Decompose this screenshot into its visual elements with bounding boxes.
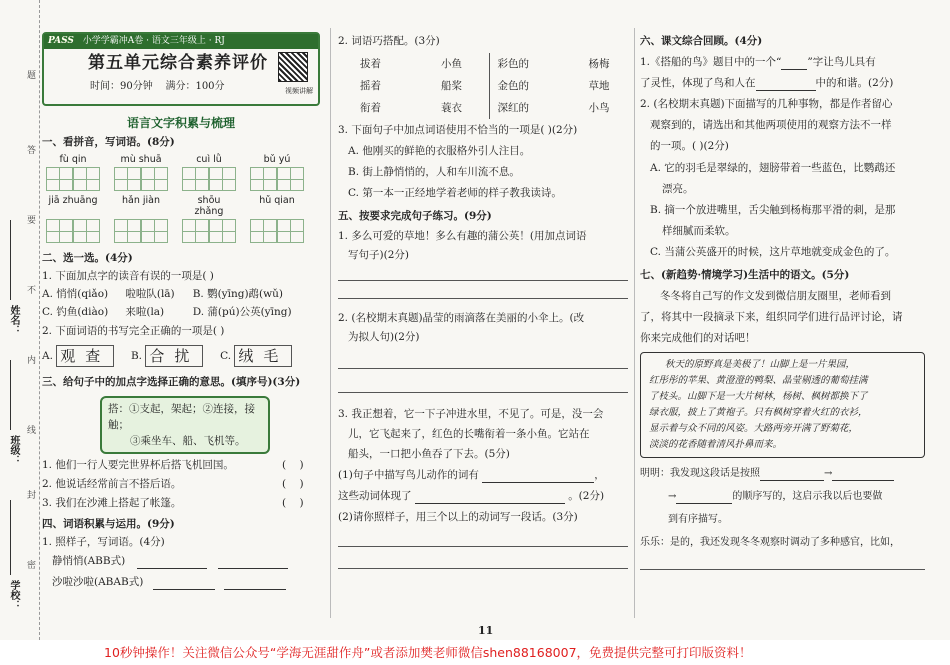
option-c[interactable]: C. 钓鱼(diào) xyxy=(42,306,109,318)
match-item[interactable]: 杨梅 xyxy=(588,58,610,70)
option-row xyxy=(42,305,320,320)
qr-code-icon[interactable] xyxy=(278,52,308,82)
pinyin: hǎn jiàn xyxy=(121,195,160,206)
answer-blank[interactable] xyxy=(137,558,207,569)
dialogue-mingming-cont xyxy=(640,489,925,504)
item-text: 3. 我们在沙滩上搭起了帐篷。 xyxy=(42,497,182,509)
name-label: 姓名： xyxy=(8,305,19,335)
option-c[interactable]: C. 当蒲公英盛开的时候，这片草地就变成金色的了。 xyxy=(650,246,896,258)
writing-box[interactable] xyxy=(182,167,236,191)
pinyin: shōu zhǎng xyxy=(194,195,224,217)
definition-line: ③乘坐车、船、飞机等。 xyxy=(130,435,246,447)
answer-line[interactable] xyxy=(338,555,628,569)
word-option-label: A. xyxy=(42,350,53,362)
answer-line[interactable] xyxy=(338,267,628,281)
cut-word: 题 xyxy=(25,70,35,79)
question-5-1: 1. 多么可爱的草地！多么有趣的蒲公英！(用加点词语 xyxy=(338,230,587,242)
cut-word: 不 xyxy=(25,285,35,294)
exam-header xyxy=(42,32,320,106)
passage-line: 显示着与众不同的风姿。大路两旁开满了野菊花， xyxy=(649,423,859,434)
option-d[interactable]: D. 蒲(pú)公英(yīng) xyxy=(192,306,292,318)
definition-box xyxy=(100,396,270,454)
answer-line[interactable] xyxy=(338,533,628,547)
answer-blank[interactable] xyxy=(676,493,732,504)
qr-label: 视频讲解 xyxy=(285,87,313,95)
writing-box[interactable] xyxy=(182,219,236,243)
question-2-1: 1. 下面加点字的读音有误的一项是( ) xyxy=(42,270,214,282)
question-5-title: 五、按要求完成句子练习。(9分) xyxy=(338,210,492,222)
dialogue-text: 的顺序写的，这启示我以后也要做 xyxy=(732,491,883,502)
points-label: 。(2分) xyxy=(568,490,605,502)
writing-box[interactable] xyxy=(114,219,168,243)
question-6-2: 2. (名校期末真题)下面描写的几种事物，都是作者留心 xyxy=(640,98,893,110)
match-divider xyxy=(489,53,490,119)
match-item[interactable]: 蓑衣 xyxy=(441,102,463,114)
question-5-3-1: (1)句子中描写鸟儿动作的词有 ， xyxy=(338,469,605,481)
question-1-title: 一、看拼音，写词语。(8分) xyxy=(42,136,175,148)
passage-line: 淡淡的花香随着清风扑鼻而来。 xyxy=(649,439,783,450)
pinyin: mù shuā xyxy=(120,154,162,165)
writing-box[interactable] xyxy=(46,167,100,191)
cut-word: 内 xyxy=(25,355,35,364)
brand-logo: PASS xyxy=(48,36,74,46)
question-6-title: 六、课文综合回顾。(4分) xyxy=(640,35,763,47)
name-underline[interactable] xyxy=(10,220,11,300)
passage-line: 绿衣服，披上了黄袍子。只有枫树穿着火红的衣衫， xyxy=(649,407,868,418)
column-divider xyxy=(330,28,331,618)
arrow-icon: → xyxy=(668,491,677,502)
q-text: 中的和谐。(2分) xyxy=(815,77,894,89)
option-text: 来啦(la) xyxy=(125,306,165,318)
match-item[interactable]: 金色的 xyxy=(497,80,530,92)
promo-footer: 10秒钟操作！关注微信公众号“学海无涯甜作舟”或者添加樊老师微信shen88168007，免费提供完整可打印版资料！ xyxy=(0,640,950,665)
school-underline[interactable] xyxy=(10,500,11,575)
writing-box[interactable] xyxy=(250,219,304,243)
definition-line: 搭：①支起，架起；②连接，接触； xyxy=(108,403,255,431)
answer-blank[interactable] xyxy=(153,579,215,590)
score-label: 满分：100分 xyxy=(165,81,225,92)
match-item[interactable]: 衔着 xyxy=(360,102,381,114)
binding-strip xyxy=(0,0,40,640)
match-column xyxy=(441,53,481,119)
pinyin: bǔ yú xyxy=(263,154,291,165)
passage-line: 红彤彤的苹果、黄澄澄的鸭梨、晶莹剔透的葡萄挂满 xyxy=(649,375,868,386)
pinyin: jiā zhuāng xyxy=(48,195,98,206)
option-a-cont: 漂亮。 xyxy=(662,183,694,195)
arrow-icon: → xyxy=(824,468,833,479)
match-item[interactable]: 小鱼 xyxy=(441,58,463,70)
page-number: 11 xyxy=(478,624,494,637)
pinyin-row-1 xyxy=(42,154,320,165)
word-option-a[interactable]: 观查 xyxy=(56,345,114,367)
word-option-label: B. xyxy=(130,350,143,362)
question-6-1 xyxy=(640,55,925,70)
answer-paren[interactable]: ( ) xyxy=(282,459,304,471)
class-label: 班级： xyxy=(8,435,19,465)
option-b-cont: 样细腻而柔软。 xyxy=(662,225,736,237)
question-5-3-2: (2)请你照样子，用三个以上的动词写一段话。(3分) xyxy=(338,511,578,523)
match-column xyxy=(588,53,628,119)
question-5-3-cont: 船头，一口把小鱼吞了下去。(5分) xyxy=(348,448,510,460)
answer-paren[interactable]: ( ) xyxy=(282,497,304,509)
dialogue-mingming xyxy=(640,466,925,481)
answer-blank[interactable] xyxy=(482,472,594,483)
answer-line[interactable] xyxy=(338,379,628,393)
answer-line[interactable] xyxy=(338,285,628,299)
writing-box[interactable] xyxy=(46,219,100,243)
question-3-title: 三、给句子中的加点字选择正确的意思。(填序号)(3分) xyxy=(42,376,301,388)
q-text: 了灵性，体现了鸟和人在 xyxy=(640,77,756,89)
dialogue-lele: 乐乐：是的，我还发现冬冬观察时调动了多种感官，比如， xyxy=(640,537,900,548)
option-b[interactable]: B. 街上静悄悄的，人和车川流不息。 xyxy=(348,166,520,178)
match-item[interactable]: 草地 xyxy=(588,80,610,92)
question-4-2: 2. 词语巧搭配。(3分) xyxy=(338,35,440,47)
school-label: 学校： xyxy=(8,580,19,610)
option-c[interactable]: C. 第一本一正经地学着老师的样子教我读诗。 xyxy=(348,187,562,199)
question-3-item xyxy=(42,496,320,511)
pinyin-row-2 xyxy=(42,195,320,217)
word-options xyxy=(42,345,320,369)
option-a[interactable]: A. 它的羽毛是翠绿的，翅膀带着一些蓝色，比鹦鹉还 xyxy=(650,162,896,174)
question-6-1-cont xyxy=(640,76,925,91)
q-text: 1.《搭船的鸟》题目中的一个“ xyxy=(640,56,782,68)
match-item[interactable]: 摇着 xyxy=(360,80,381,92)
item-text: 1. 他们一行人要完世界杯后搭飞机回国。 xyxy=(42,459,234,471)
writing-box[interactable] xyxy=(114,167,168,191)
option-text: 啦啦队(lā) xyxy=(125,288,175,300)
option-row xyxy=(42,287,320,302)
header-bar xyxy=(44,34,318,49)
abb-label: 静悄悄(ABB式) xyxy=(52,555,126,567)
question-5-3-cont: 儿，它飞起来了，红色的长嘴衔着一条小鱼。它站在 xyxy=(348,428,590,440)
abab-label: 沙啦沙啦(ABAB式) xyxy=(52,576,144,588)
answer-blank[interactable] xyxy=(781,59,807,70)
exam-meta xyxy=(44,77,318,92)
answer-line[interactable] xyxy=(338,355,628,369)
page-title: 第五单元综合素养评价 xyxy=(88,53,268,73)
question-2-2: 2. 下面词语的书写完全正确的一项是( ) xyxy=(42,325,225,337)
cut-word: 密 xyxy=(25,560,35,569)
option-b[interactable]: B. 摘一个放进嘴里，舌尖触到杨梅那平滑的刺，是那 xyxy=(650,204,896,216)
word-option-b[interactable]: 合扰 xyxy=(145,345,203,367)
answer-blank[interactable] xyxy=(224,579,286,590)
writing-grid-row-1 xyxy=(42,167,320,191)
abb-row xyxy=(42,554,320,569)
sub-question: 这些动词体现了 xyxy=(338,490,412,502)
answer-blank[interactable] xyxy=(832,470,894,481)
pinyin: cuì lǜ xyxy=(196,154,222,165)
question-6-2-cont: 的一项。( )(2分) xyxy=(650,140,729,152)
sub-question: (1)句子中描写鸟儿动作的词有 xyxy=(338,469,479,481)
passage-line: 了枝头。山脚下是一大片树林，杨树、枫树都换下了 xyxy=(649,391,868,402)
question-4-1: 1. 照样子，写词语。(4分) xyxy=(42,536,165,548)
cut-word: 答 xyxy=(25,145,35,154)
match-item[interactable]: 小鸟 xyxy=(588,102,610,114)
word-option-label: C. xyxy=(220,350,232,362)
match-item[interactable]: 拔着 xyxy=(360,58,381,70)
question-7-text: 了，将其中一段摘录下来，组织同学们进行品评讨论，请 xyxy=(640,311,903,323)
question-4-3: 3. 下面句子中加点词语使用不恰当的一项是( )(2分) xyxy=(338,124,578,136)
pinyin: hǔ qian xyxy=(259,195,295,206)
dialogue-mingming-end: 到有序描写。 xyxy=(668,514,728,525)
question-3-item xyxy=(42,477,320,492)
answer-paren[interactable]: ( ) xyxy=(282,478,304,490)
match-item[interactable]: 船桨 xyxy=(441,80,463,92)
match-column xyxy=(360,53,441,119)
option-a[interactable]: A. 他刚买的鲜艳的衣服格外引人注目。 xyxy=(348,145,531,157)
question-2-title: 二、选一选。(4分) xyxy=(42,252,133,264)
question-7-title: 七、(新趋势·情境学习)生活中的语文。(5分) xyxy=(640,269,850,281)
question-5-2: 2. (名校期末真题)晶莹的雨滴落在美丽的小伞上。(改 xyxy=(338,312,585,324)
time-label: 时间：90分钟 xyxy=(90,81,153,92)
writing-grid-row-2 xyxy=(42,219,320,243)
question-5-3: 3. 我正想着，它一下子冲进水里，不见了。可是，没一会 xyxy=(338,408,604,420)
abab-row xyxy=(42,575,320,590)
question-5-1-cont: 写句子)(2分) xyxy=(348,249,409,261)
question-4-title: 四、词语积累与运用。(9分) xyxy=(42,518,175,530)
cut-word: 要 xyxy=(25,215,35,224)
answer-blank[interactable] xyxy=(415,493,565,504)
q-text: ”字让鸟儿具有 xyxy=(807,56,876,68)
column-2 xyxy=(338,30,628,569)
answer-blank[interactable] xyxy=(218,558,288,569)
dialogue-text: 明明：我发现这段话是按照 xyxy=(640,468,760,479)
pinyin: fù qin xyxy=(59,154,87,165)
word-option-c[interactable]: 绒毛 xyxy=(234,345,292,367)
match-item[interactable]: 深红的 xyxy=(497,102,530,114)
matching-table xyxy=(338,53,628,119)
column-divider xyxy=(634,28,635,618)
option-b[interactable]: B. 鹦(yīng)鹉(wǔ) xyxy=(192,288,283,300)
answer-line[interactable] xyxy=(640,556,925,570)
passage-line: 秋天的原野真是美极了！山脚上是一片果园， xyxy=(665,359,856,370)
item-text: 2. 他说话经常前言不搭后语。 xyxy=(42,478,182,490)
cut-word: 封 xyxy=(25,490,35,499)
column-3 xyxy=(640,30,925,570)
cut-word: 线 xyxy=(25,425,35,434)
series-label: 小学学霸冲A卷 · 语文三年级上 · RJ xyxy=(82,36,225,46)
question-3-item xyxy=(42,458,320,473)
question-7-text: 你来完成他们的对话吧！ xyxy=(640,332,756,344)
answer-blank[interactable] xyxy=(760,470,824,481)
writing-box[interactable] xyxy=(250,167,304,191)
question-5-2-cont: 为拟人句)(2分) xyxy=(348,331,420,343)
match-column xyxy=(498,53,589,119)
question-7-text: 冬冬将自己写的作文发到微信朋友圈里，老师看到 xyxy=(660,290,891,302)
question-5-3-1-cont xyxy=(338,489,628,504)
section-title: 语言文字积累与梳理 xyxy=(126,116,235,130)
class-underline[interactable] xyxy=(10,360,11,430)
answer-blank[interactable] xyxy=(756,80,816,91)
match-item[interactable]: 彩色的 xyxy=(497,58,530,70)
column-1 xyxy=(42,30,320,590)
option-a[interactable]: A. 悄悄(qiǎo) xyxy=(42,288,109,300)
essay-excerpt-box xyxy=(640,352,925,458)
question-6-2-cont: 观察到的，请选出和其他两项使用的观察方法不一样 xyxy=(650,119,892,131)
